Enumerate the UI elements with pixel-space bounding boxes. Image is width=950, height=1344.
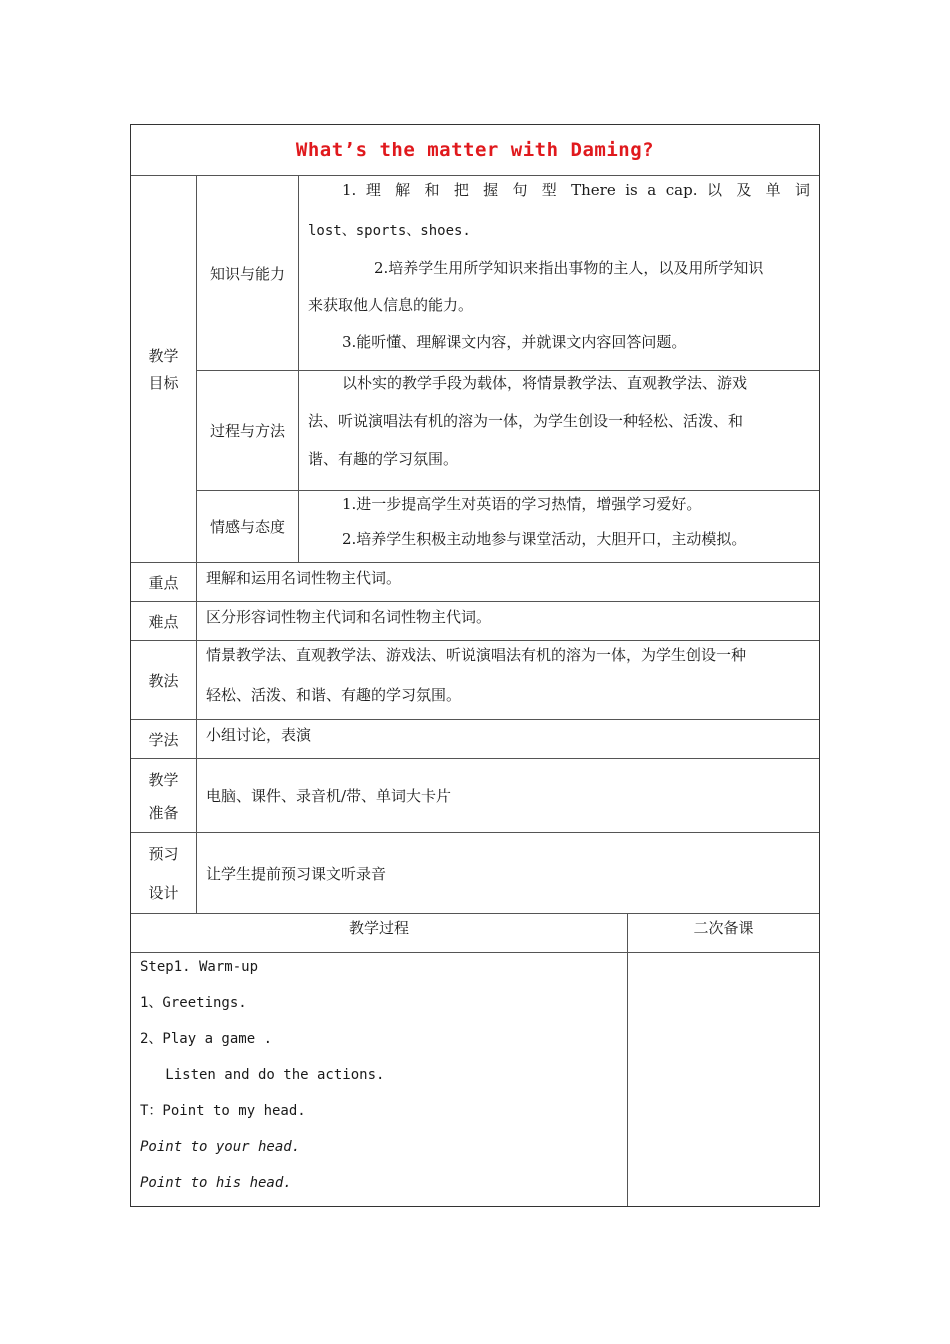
title-row xyxy=(131,125,819,176)
process-method-label: 过程与方法 xyxy=(197,370,299,490)
process-method-row xyxy=(197,370,819,491)
key-point-label: 重点 xyxy=(131,563,197,601)
preview-row xyxy=(131,833,819,914)
knowledge-line3: 2.培养学生用所学知识来指出事物的主人，以及用所学知识 xyxy=(374,259,764,277)
objectives-label xyxy=(131,176,197,562)
preview-label-line1: 预习 xyxy=(148,845,179,863)
step-play-game: 2、Play a game . xyxy=(140,1031,273,1047)
teaching-method-row xyxy=(131,641,819,720)
key-point-text: 理解和运用名词性物主代词。 xyxy=(206,569,402,587)
teaching-method-label: 教法 xyxy=(131,641,197,719)
difficulty-text: 区分形容词性物主代词和名词性物主代词。 xyxy=(206,608,492,626)
preview-label-line2: 设计 xyxy=(148,884,179,902)
emotion-content xyxy=(299,490,819,563)
step-point-your-head: Point to your head. xyxy=(140,1139,301,1155)
preparation-row xyxy=(131,759,819,833)
process-header-row xyxy=(131,914,819,953)
emotion-line1: 1.进一步提高学生对英语的学习热情，增强学习爱好。 xyxy=(342,495,702,513)
emotion-row xyxy=(197,490,819,563)
objectives-label-line1: 教学 xyxy=(148,347,179,365)
knowledge-line2: lost、sports、shoes. xyxy=(308,223,471,239)
process-steps xyxy=(131,953,628,1206)
preparation-label xyxy=(131,759,197,832)
lesson-plan-table xyxy=(130,124,820,1207)
step-point-his-head: Point to his head. xyxy=(140,1175,292,1191)
emotion-label: 情感与态度 xyxy=(197,490,299,563)
process-line3: 谐、有趣的学习氛围。 xyxy=(308,450,459,468)
step-point-my-head: T：Point to my head. xyxy=(140,1103,306,1119)
process-method-content xyxy=(299,370,819,490)
study-method-label: 学法 xyxy=(131,720,197,758)
teaching-method-line2: 轻松、活泼、和谐、有趣的学习氛围。 xyxy=(206,686,462,704)
knowledge-line5: 3.能听懂、理解课文内容，并就课文内容回答问题。 xyxy=(342,333,687,351)
difficulty-label: 难点 xyxy=(131,602,197,640)
process-header-side: 二次备课 xyxy=(693,919,754,937)
objectives-label-line2: 目标 xyxy=(148,374,179,392)
step-warm-up: Step1. Warm-up xyxy=(140,959,259,975)
objectives-section xyxy=(131,176,819,563)
emotion-line2: 2.培养学生积极主动地参与课堂活动，大胆开口，主动模拟。 xyxy=(342,530,747,548)
process-line1: 以朴实的教学手段为载体，将情景教学法、直观教学法、游戏 xyxy=(342,374,748,392)
preparation-text: 电脑、课件、录音机/带、单词大卡片 xyxy=(206,787,452,805)
process-body xyxy=(131,953,819,1206)
knowledge-row xyxy=(197,176,819,371)
difficulty-row xyxy=(131,602,819,641)
knowledge-label: 知识与能力 xyxy=(197,176,299,370)
key-point-row xyxy=(131,563,819,602)
process-line2: 法、听说演唱法有机的溶为一体，为学生创设一种轻松、活泼、和 xyxy=(308,412,744,430)
knowledge-content xyxy=(299,176,819,370)
teaching-method-line1: 情景教学法、直观教学法、游戏法、听说演唱法有机的溶为一体，为学生创设一种 xyxy=(206,646,747,664)
preparation-label-line1: 教学 xyxy=(148,770,179,789)
step-greetings: 1、Greetings. xyxy=(140,995,247,1011)
preparation-label-line2: 准备 xyxy=(148,803,179,822)
teaching-method-content xyxy=(206,641,811,719)
preview-label xyxy=(131,833,197,913)
secondary-prep-column xyxy=(628,953,819,1206)
knowledge-line4: 来获取他人信息的能力。 xyxy=(308,296,474,314)
preview-text: 让学生提前预习课文听录音 xyxy=(206,864,387,883)
study-method-row xyxy=(131,720,819,759)
knowledge-line1: 1. 理 解 和 把 握 句 型 There is a cap. 以 及 单 词 xyxy=(342,181,810,199)
step-listen: Listen and do the actions. xyxy=(140,1067,385,1083)
process-header-main: 教学过程 xyxy=(131,914,628,952)
page-title: What’s the matter with Daming? xyxy=(295,139,655,161)
study-method-text: 小组讨论，表演 xyxy=(206,726,312,744)
